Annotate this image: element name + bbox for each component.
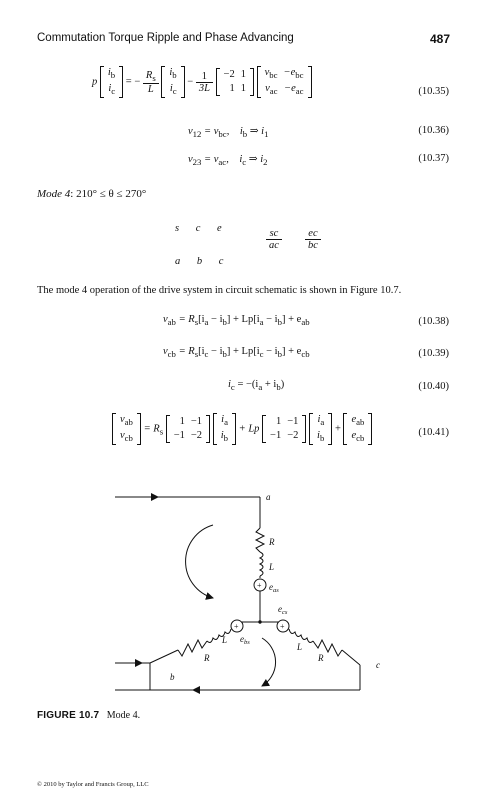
body-paragraph: The mode 4 operation of the drive system in circuit schematic is shown in Figure 10.7. <box>37 285 402 296</box>
equation-number: (10.40) <box>418 381 449 392</box>
equation-10-36: $v_{12} = v_{bc}$, $i_b$ ⇒ $i_1$ <box>188 126 269 140</box>
label-e-as: $e_{as}$ <box>269 582 279 594</box>
node-label-c: c <box>376 660 380 670</box>
equation-10-38: $v_{ab} = R_s[i_a - i_b] + Lp[i_a - i_b] + e_{ab}$ <box>163 314 310 328</box>
resistor-b <box>178 640 207 656</box>
matrix-i: $i_b$ $i_c$ <box>100 66 123 98</box>
copyright-footer: © 2010 by Taylor and Francis Group, LLC <box>37 781 149 788</box>
resistor-a <box>256 528 264 552</box>
inductor-b <box>207 629 231 642</box>
label-L-b: L <box>222 635 228 645</box>
switch-row-1: s c e <box>175 223 222 234</box>
inductor-c <box>289 629 313 642</box>
page-number: 487 <box>429 32 450 46</box>
switch-fraction-sc-ac: $\frac{sc}{ac}$ <box>266 228 282 251</box>
node-label-a: a <box>266 492 271 502</box>
switch-row-2: a b c <box>175 256 224 267</box>
equation-10-35: p $i_b$ $i_c$ = − $\frac{R_s}{L}$ $i_b$ $i_c$ − $\frac{1}{3L}$ −2 1 1 1 $v_{bc}$ $-e_{bc}$ $v_{ac}$ $-e_{ac}$ <box>92 66 312 98</box>
label-R-c: R <box>318 653 324 663</box>
equation-10-40: $i_c = -(i_a + i_b)$ <box>228 379 285 393</box>
mode-heading: Mode 4: 210° ≤ θ ≤ 270° <box>37 188 147 200</box>
svg-text:+: + <box>280 622 285 631</box>
matrix-v-e: $v_{bc}$ $-e_{bc}$ $v_{ac}$ $-e_{ac}$ <box>257 66 312 98</box>
equation-number: (10.36) <box>418 125 449 136</box>
loop-current-arrow-2 <box>262 638 276 686</box>
equation-10-41: $v_{ab}$ $v_{cb}$ = $R_s$ 1 −1 −1 −2 $i_a$ $i_b$ + Lp 1 −1 −1 −2 $i_a$ $i_b$ + $e_{ab}$ $e_{cb}$ <box>112 413 372 445</box>
running-title: Commutation Torque Ripple and Phase Advancing <box>37 32 294 44</box>
matrix-coeff: −2 1 1 1 <box>216 68 254 96</box>
loop-current-arrow-1 <box>186 525 213 598</box>
svg-text:+: + <box>257 581 262 590</box>
equation-number: (10.39) <box>418 348 449 359</box>
label-L-c: L <box>297 642 303 652</box>
equation-number: (10.37) <box>418 153 449 164</box>
matrix-i-2: $i_b$ $i_c$ <box>161 66 184 98</box>
equation-number: (10.41) <box>418 427 449 438</box>
switch-fraction-ec-bc: $\frac{ec}{bc}$ <box>305 228 321 251</box>
label-e-cs: $e_{cs}$ <box>278 604 288 616</box>
equation-10-39: $v_{cb} = R_s[i_c - i_b] + Lp[i_c - i_b] + e_{cb}$ <box>163 346 310 360</box>
equation-number: (10.35) <box>418 86 449 97</box>
equation-10-37: $v_{23} = v_{ac}$, $i_c$ ⇒ $i_2$ <box>188 154 268 168</box>
label-R-a: R <box>269 537 275 547</box>
svg-text:+: + <box>234 622 239 631</box>
equation-number: (10.38) <box>418 316 449 327</box>
label-L-a: L <box>269 562 275 572</box>
node-label-b: b <box>170 672 175 682</box>
figure-caption: FIGURE 10.7 Mode 4. <box>37 710 141 721</box>
label-R-b: R <box>204 653 210 663</box>
label-e-bs: $e_{bs}$ <box>240 634 250 646</box>
inductor-a <box>260 552 263 576</box>
